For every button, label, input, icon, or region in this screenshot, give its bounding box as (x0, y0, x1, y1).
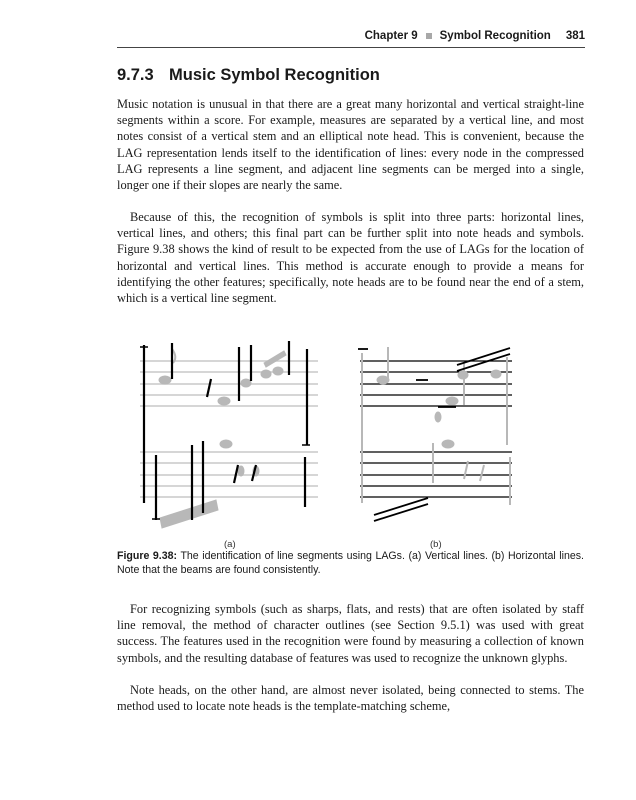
paragraph-4: Note heads, on the other hand, are almost never isolated, being connected to stems. The method used to locate note heads is the template-matching scheme, (117, 683, 584, 714)
panel-a-grey-glyphs (159, 349, 286, 528)
section-number: 9.7.3 (117, 66, 154, 84)
header-title: Symbol Recognition (439, 30, 551, 42)
panel-a-label: (a) (224, 539, 236, 550)
header-right (365, 30, 585, 42)
paragraph-3: For recognizing symbols (such as sharps, flats, and rests) that are often isolated by staff line removal, the method of character outlines (see Section 9.5.1) was used with great success. The features used in the recognition were found by measuring a collection of known symbols, and the resulting database of features was used to recognize the unknown glyphs. (117, 602, 584, 665)
header-separator-icon (426, 33, 432, 39)
page-number: 381 (565, 30, 585, 42)
panel-b-horizontal-lines (358, 348, 510, 521)
caption-text: The identification of line segments using LAGs. (a) Vertical lines. (b) Horizontal lines. Note that the beams are found consistently. (117, 550, 584, 576)
header-chapter: Chapter 9 (364, 30, 418, 42)
figure-9-38 (138, 335, 518, 553)
panel-a-vertical-lines (144, 341, 307, 520)
section-title: Music Symbol Recognition (169, 66, 380, 84)
figure-caption (117, 549, 584, 577)
running-header (117, 29, 585, 48)
panel-b-label: (b) (430, 539, 442, 550)
paragraph-1: Music notation is unusual in that there are a great many horizontal and vertical straight-line segments within a score. For example, measures are separated by a vertical line, and most notes consist of a vertical stem and an elliptical note head. This is convenient, because the LAG representation lends itself to the identification of lines: every node in the compressed LAG represents a line segment, and adjacent line segments can be merged into a single, longer one if their slopes are nearly the same. (117, 97, 584, 193)
caption-label: Figure 9.38: (117, 550, 178, 562)
section-heading (117, 66, 380, 85)
figure-svg (138, 335, 518, 553)
panel-b-grey-glyphs (362, 347, 510, 505)
paragraph-2: Because of this, the recognition of symbols is split into three parts: horizontal lines, vertical lines, and others; this final part can be further split into note heads and symbols. Figure 9.38 shows the kind of result to be expected from the use of LAGs for the location of horizontal and vertical lines. This method is accurate enough to provide a means for identifying the other features; specifically, note heads are to be found near the end of a stem, which is a vertical line segment. (117, 210, 584, 306)
